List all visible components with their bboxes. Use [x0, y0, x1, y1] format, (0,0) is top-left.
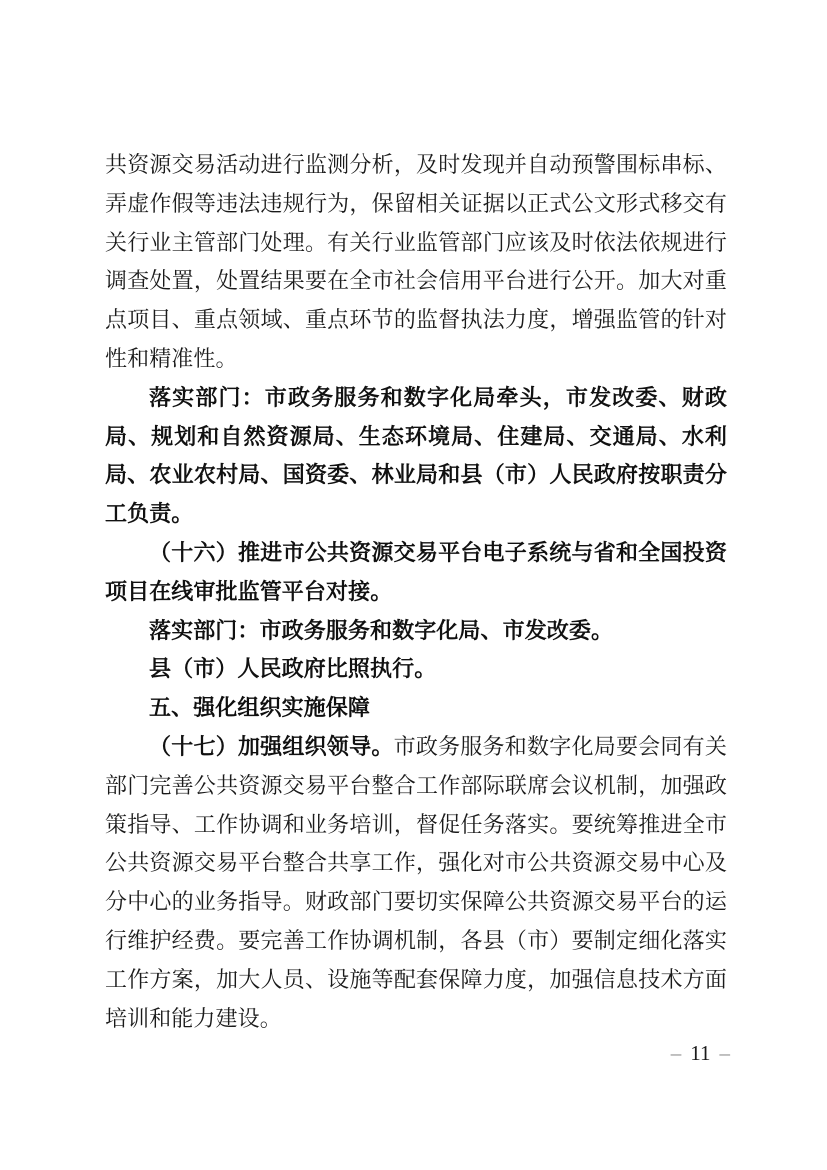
- page-number: [671, 1040, 730, 1066]
- paragraph-item-17: [105, 728, 727, 1038]
- paragraph-item-16: （十六）推进市公共资源交易平台电子系统与省和全国投资项目在线审批监管平台对接。: [105, 539, 727, 604]
- paragraph-item-17-lead: （十七）加强组织领导。: [149, 733, 394, 759]
- page-number-dash-right: –: [719, 1041, 730, 1065]
- paragraph-item-17-body: 市政务服务和数字化局要会同有关部门完善公共资源交易平台整合工作部际联席会议机制，加强政策指导、工作协调和业务培训，督促任务落实。要统筹推进全市公共资源交易平台整合共享工作，强化对市公共资源交易中心及分中心的业务指导。财政部门要切实保障公共资源交易平台的运行维护经费。要完善工作协调机制，各县（市）要制定细化落实工作方案，加大人员、设施等配套保障力度，加强信息技术方面培训和能力建设。: [105, 733, 727, 1031]
- document-body: [105, 146, 727, 1038]
- paragraph-county-note: 县（市）人民政府比照执行。: [149, 656, 437, 682]
- paragraph-responsible-depts-1: 落实部门：市政务服务和数字化局牵头，市发改委、财政局、规划和自然资源局、生态环境局、住建局、交通局、水利局、农业农村局、国资委、林业局和县（市）人民政府按职责分工负责。: [105, 384, 727, 527]
- paragraph-continuation: 共资源交易活动进行监测分析，及时发现并自动预警围标串标、弄虚作假等违法违规行为，保留相关证据以正式公文形式移交有关行业主管部门处理。有关行业监管部门应该及时依法依规进行调查处置，处置结果要在全市社会信用平台进行公开。加大对重点项目、重点领域、重点环节的监督执法力度，增强监管的针对性和精准性。: [105, 152, 727, 371]
- section-heading-five: 五、强化组织实施保障: [149, 695, 371, 721]
- page-number-value: 11: [690, 1041, 711, 1065]
- page-number-dash-left: –: [670, 1041, 682, 1065]
- paragraph-responsible-depts-2: 落实部门：市政务服务和数字化局、市发改委。: [149, 617, 614, 643]
